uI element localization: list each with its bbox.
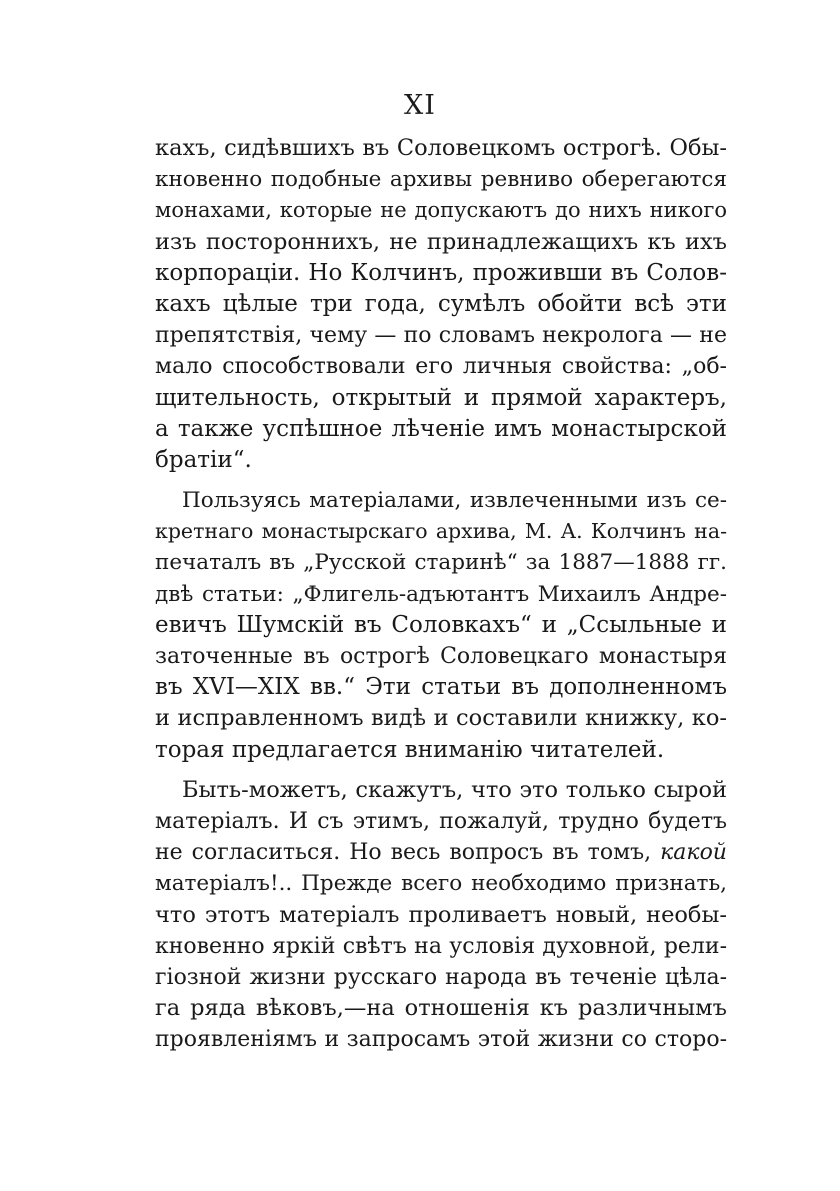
paragraph-first-line: Пользуясь матеріалами, извлеченными изъ се- bbox=[182, 488, 727, 514]
text-line: братіи“. bbox=[155, 446, 252, 473]
text-line: корпораціи. Но Колчинъ, проживши въ Солов- bbox=[155, 259, 727, 286]
text-line: кновенно подобные архивы ревниво оберегаются bbox=[155, 167, 727, 193]
emphasized-word: какой bbox=[660, 840, 727, 866]
page-number: XI bbox=[404, 90, 436, 121]
text-line: монахами, которые не допускаютъ до нихъ никого bbox=[155, 198, 727, 223]
text-line: въ XVI—XIX вв.“ Эти статьи въ дополненномъ bbox=[155, 674, 727, 701]
text-line: матеріалъ. И съ этимъ, пожалуй, трудно будетъ bbox=[155, 808, 727, 834]
text-line: а также успѣшное лѣченіе имъ монастырской bbox=[155, 415, 727, 442]
text-line: евичъ Шумскій въ Соловкахъ“ и „Ссыльные и bbox=[155, 611, 727, 638]
text-line: препятствія, чему — по словамъ некролога — не bbox=[155, 323, 727, 349]
text-line: мало способствовали его личныя свойства: „об- bbox=[155, 354, 727, 380]
text-line: и исправленномъ видѣ и составили книжку, ко- bbox=[155, 705, 727, 732]
text-line: заточенные въ острогѣ Соловецкаго монастыря bbox=[155, 644, 727, 669]
text-line: щительность, открытый и прямой характеръ, bbox=[155, 384, 727, 411]
text-fragment: не согласиться. Но весь вопросъ въ томъ, bbox=[155, 840, 652, 866]
text-line: изъ постороннихъ, не принадлежащихъ къ ихъ bbox=[155, 228, 727, 255]
text-line: проявленіямъ и запросамъ этой жизни со сторо- bbox=[155, 1027, 727, 1053]
text-line: га ряда вѣковъ,—на отношенія къ различнымъ bbox=[155, 995, 727, 1022]
text-line: кретнаго монастырскаго архива, М. А. Колчинъ на- bbox=[155, 519, 727, 544]
text-line: кахъ, сидѣвшихъ въ Соловецкомъ острогѣ. Обы- bbox=[155, 135, 727, 161]
text-line: печаталъ въ „Русской старинѣ“ за 1887—1888 гг. bbox=[155, 550, 727, 576]
text-line: что этотъ матеріалъ проливаетъ новый, необы- bbox=[155, 901, 727, 928]
text-line: кновенно яркій свѣтъ на условія духовной, рели- bbox=[155, 933, 727, 959]
paragraph-first-line: Быть-можетъ, скажутъ, что это только сырой bbox=[182, 776, 727, 803]
text-line: матеріалъ!.. Прежде всего необходимо признать, bbox=[155, 871, 727, 897]
text-line: гіозной жизни русскаго народа въ теченіе цѣла- bbox=[155, 964, 727, 990]
text-line: двѣ статьи: „Флигель-адъютантъ Михаилъ Андре- bbox=[155, 581, 727, 607]
body-text bbox=[155, 133, 727, 1055]
text-line: кахъ цѣлые три года, сумѣлъ обойти всѣ эти bbox=[155, 290, 727, 317]
text-line-with-emphasis bbox=[155, 837, 727, 868]
text-line: торая предлагается вниманію читателей. bbox=[155, 736, 665, 763]
